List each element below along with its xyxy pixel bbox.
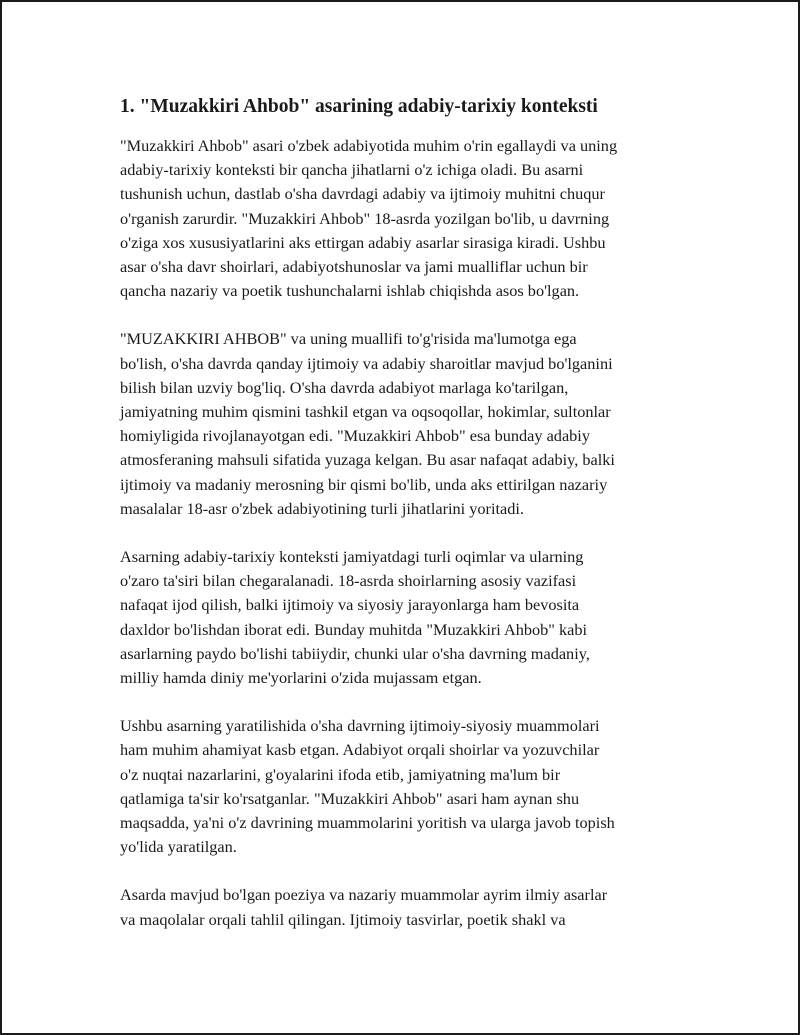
paragraph-line: o'rganish zarurdir. "Muzakkiri Ahbob" 18-asrda yozilgan bo'lib, u davrning — [120, 208, 610, 228]
paragraph — [120, 134, 695, 303]
paragraph — [120, 714, 695, 859]
paragraph-line: maqsadda, ya'ni o'z davrining muammolarini yoritish va ularga javob topish — [120, 813, 615, 833]
paragraph-line: o'zaro ta'siri bilan chegaralanadi. 18-asrda shoirlarning asosiy vazifasi — [120, 571, 577, 591]
paragraph-line: tushunish uchun, dastlab o'sha davrdagi adabiy va ijtimoiy muhitni chuqur — [120, 184, 605, 204]
paragraph-line: qancha nazariy va poetik tushunchalarni ishlab chiqishda asos bo'lgan. — [120, 281, 580, 301]
paragraph-line: qatlamiga ta'sir ko'rsatganlar. "Muzakkiri Ahbob" asari ham aynan shu — [120, 788, 580, 808]
paragraph-line: daxldor bo'lishdan iborat edi. Bunday muhitda "Muzakkiri Ahbob" kabi — [120, 619, 588, 639]
paragraph-line: yo'lida yaratilgan. — [120, 837, 237, 857]
paragraph-line: Asarning adabiy-tarixiy konteksti jamiyatdagi turli oqimlar va ularning — [120, 547, 584, 567]
paragraph-line: bo'lish, o'sha davrda qanday ijtimoiy va adabiy sharoitlar mavjud bo'lganini — [120, 353, 613, 373]
paragraph-line: adabiy-tarixiy konteksti bir qancha jihatlarni o'z ichiga oladi. Bu asarni — [120, 160, 584, 180]
paragraph-line: jamiyatning muhim qismini tashkil etgan va oqsoqollar, hokimlar, sultonlar — [120, 402, 611, 422]
paragraph-line: "MUZAKKIRI AHBOB" va uning muallifi to'g'risida ma'lumotga ega — [120, 329, 577, 349]
paragraph-line: Asarda mavjud bo'lgan poeziya va nazariy muammolar ayrim ilmiy asarlar — [120, 885, 608, 905]
paragraph-line: o'ziga xos xususiyatlarini aks ettirgan adabiy asarlar sirasiga kiradi. Ushbu — [120, 232, 606, 252]
paragraph-line: Ushbu asarning yaratilishida o'sha davrning ijtimoiy-siyosiy muammolari — [120, 716, 600, 736]
paragraph-line: nafaqat ijod qilish, balki ijtimoiy va siyosiy jarayonlarga ham bevosita — [120, 595, 580, 615]
paragraph-line: asar o'sha davr shoirlari, adabiyotshunoslar va jami mualliflar uchun bir — [120, 257, 588, 277]
paragraph-line: ham muhim ahamiyat kasb etgan. Adabiyot orqali shoirlar va yozuvchilar — [120, 740, 600, 760]
section-heading: 1. "Muzakkiri Ahbob" asarining adabiy-tarixiy konteksti — [120, 96, 598, 117]
paragraph-line: atmosferaning mahsuli sifatida yuzaga kelgan. Bu asar nafaqat adabiy, balki — [120, 450, 615, 470]
paragraph-line: homiyligida rivojlanayotgan edi. "Muzakkiri Ahbob" esa bunday adabiy — [120, 426, 590, 446]
paragraph-line: bilish bilan uzviy bog'liq. O'sha davrda adabiyot marlaga ko'tarilgan, — [120, 377, 569, 397]
paragraph-line: masalalar 18-asr o'zbek adabiyotining turli jihatlarini yoritadi. — [120, 498, 524, 518]
paragraph-line: o'z nuqtai nazarlarini, g'oyalarini ifoda etib, jamiyatning ma'lum bir — [120, 764, 561, 784]
paragraph — [120, 327, 695, 521]
paragraph-line: asarlarning paydo bo'lishi tabiiydir, chunki ular o'sha davrning madaniy, — [120, 643, 590, 663]
paragraph-line: "Muzakkiri Ahbob" asari o'zbek adabiyotida muhim o'rin egallaydi va uning — [120, 136, 618, 155]
paragraph-container — [120, 134, 695, 932]
document-body — [120, 94, 695, 956]
paragraph — [120, 883, 695, 931]
paragraph-line: milliy hamda diniy me'yorlarini o'zida mujassam etgan. — [120, 668, 482, 688]
paragraph-line: ijtimoiy va madaniy merosning bir qismi bo'lib, unda aks ettirilgan nazariy — [120, 474, 608, 494]
paragraph-line: va maqolalar orqali tahlil qilingan. Ijtimoiy tasvirlar, poetik shakl va — [120, 909, 566, 929]
paragraph — [120, 545, 695, 690]
